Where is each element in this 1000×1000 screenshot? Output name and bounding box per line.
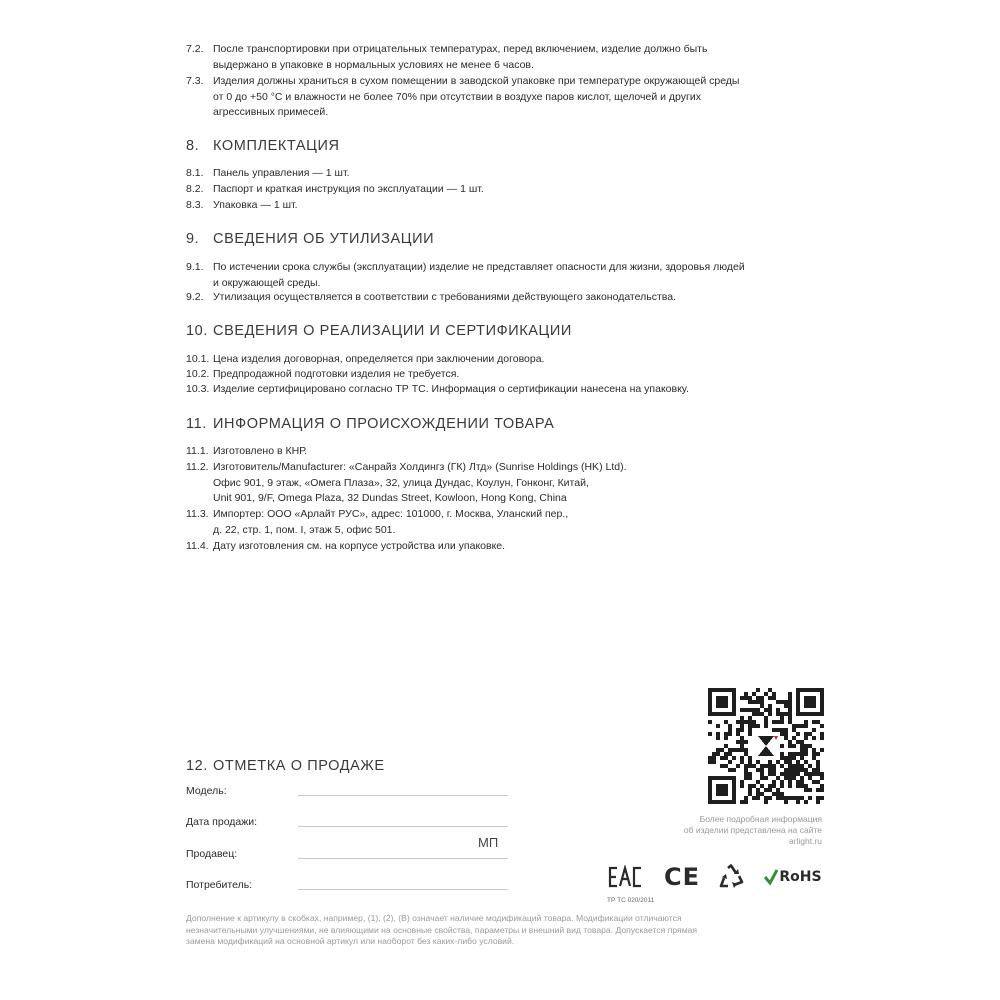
footnote-line: замена модификаций на основной артикул или наоборот без каких-либо условий. xyxy=(186,936,515,946)
heading-number: 9. xyxy=(186,231,200,247)
recycle-icon xyxy=(714,862,748,892)
item-number: 8.2. xyxy=(186,183,204,195)
item-text-line: от 0 до +50 °C и влажности не более 70% при отсутствии в воздухе паров кислот, щелочей и других xyxy=(213,90,701,103)
item-number: 10.1. xyxy=(186,353,210,365)
item-number: 7.3. xyxy=(186,75,204,87)
qr-code-graphic xyxy=(708,688,824,804)
heading-number: 8. xyxy=(186,138,200,154)
more-info-note xyxy=(640,814,822,847)
model-field-label: Модель: xyxy=(186,785,227,797)
item-text-line: Дату изготовления см. на корпусе устройства или упаковке. xyxy=(213,540,506,552)
item-number: 10.2. xyxy=(186,368,210,380)
item-text-line: Офис 901, 9 этаж, «Омега Плаза», 32, улица Дундас, Коулун, Гонконг, Китай, xyxy=(213,476,589,489)
footnote-line: Дополнение к артикулу в скобках, например, (1), (2), (B) означает наличие модификаций товара. Модификации отличаются xyxy=(186,913,682,923)
rohs-mark-icon xyxy=(762,862,824,892)
item-number: 7.2. xyxy=(186,43,204,55)
item-text-line: После транспортировки при отрицательных температурах, перед включением, изделие должно быть xyxy=(213,43,708,55)
ce-mark-icon xyxy=(660,862,704,892)
item-text-line: Панель управления — 1 шт. xyxy=(213,167,350,179)
item-text-line: Упаковка — 1 шт. xyxy=(213,199,298,211)
modification-footnote xyxy=(186,913,822,948)
more-info-link[interactable]: arlight.ru xyxy=(788,836,822,846)
section-heading-10 xyxy=(186,323,572,339)
item-text-line: Утилизация осуществляется в соответствии с требованиями действующего законодательства. xyxy=(213,291,676,303)
section-heading-11 xyxy=(186,416,554,432)
item-text-line: Импортер: ООО «Арлайт РУС», адрес: 101000, г. Москва, Уланский пер., xyxy=(213,508,569,520)
heading-title: КОМПЛЕКТАЦИЯ xyxy=(213,138,340,154)
check-icon xyxy=(764,868,778,886)
ce-mark-text: CE xyxy=(663,863,700,891)
heading-number: 11. xyxy=(186,416,207,432)
item-text-line: Предпродажной подготовки изделия не требуется. xyxy=(213,368,460,380)
section-heading-8 xyxy=(186,138,340,154)
item-text-line: Цена изделия договорная, определяется при заключении договора. xyxy=(213,353,545,365)
item-number: 11.2. xyxy=(186,461,209,473)
item-text-line: Изделия должны храниться в сухом помещении в заводской упаковке при температуре окружающей среды xyxy=(213,75,740,87)
sale-date-field[interactable] xyxy=(298,826,508,827)
stamp-placeholder: МП xyxy=(478,835,499,850)
heading-number: 12. xyxy=(186,758,208,774)
qr-code-icon[interactable] xyxy=(708,688,824,804)
item-text-line: Изготовитель/Manufacturer: «Санрайз Холдингз (ГК) Лтд» (Sunrise Holdings (HK) Ltd). xyxy=(213,461,627,473)
heading-number: 10. xyxy=(186,323,208,339)
heading-title: СВЕДЕНИЯ ОБ УТИЛИЗАЦИИ xyxy=(213,231,435,247)
eac-mark-graphic xyxy=(608,865,644,889)
item-text-line: Паспорт и краткая инструкция по эксплуатации — 1 шт. xyxy=(213,183,484,195)
section-heading-9 xyxy=(186,231,434,247)
item-number: 10.3. xyxy=(186,383,210,395)
item-text-line: По истечении срока службы (эксплуатации) изделие не представляет опасности для жизни, здоровья людей xyxy=(213,261,745,273)
item-text-line: Unit 901, 9/F, Omega Plaza, 32 Dundas Street, Kowloon, Hong Kong, China xyxy=(213,492,567,504)
item-number: 9.2. xyxy=(186,291,204,303)
footnote-line: незначительными улучшениями, не влияющими на основные свойства, параметры и внешний вид товара. Допускается прямая xyxy=(186,924,698,935)
section-heading-12 xyxy=(186,758,385,774)
heading-title: ИНФОРМАЦИЯ О ПРОИСХОЖДЕНИИ ТОВАРА xyxy=(213,416,555,432)
item-text-line: Изготовлено в КНР. xyxy=(213,445,308,457)
rohs-mark-text: RoHS xyxy=(779,869,822,885)
item-number: 11.1. xyxy=(186,445,209,457)
item-number: 8.3. xyxy=(186,199,204,211)
consumer-field-label: Потребитель: xyxy=(186,879,253,891)
more-info-line: Более подробная информация xyxy=(699,814,822,824)
item-text-line: агрессивных примесей. xyxy=(213,106,329,118)
heading-title: ОТМЕТКА О ПРОДАЖЕ xyxy=(213,758,385,774)
item-number: 9.1. xyxy=(186,261,204,273)
recycle-graphic xyxy=(717,863,745,891)
item-text-line: выдержано в упаковке в нормальных условиях не менее 6 часов. xyxy=(213,58,534,71)
consumer-field[interactable] xyxy=(298,889,508,890)
item-number: 11.3. xyxy=(186,508,209,520)
item-text-line: и окружающей среды. xyxy=(213,276,321,289)
item-text-line: Изделие сертифицировано согласно ТР ТС. Информация о сертификации нанесена на упаковку. xyxy=(213,383,689,395)
item-number: 11.4. xyxy=(186,540,209,552)
item-text-line: д. 22, стр. 1, пом. I, этаж 5, офис 501. xyxy=(213,523,396,536)
model-field[interactable] xyxy=(298,795,508,796)
certification-marks xyxy=(606,862,828,902)
seller-field[interactable] xyxy=(298,858,508,859)
tr-ts-label: ТР ТС 020/2011 xyxy=(607,897,655,904)
eac-mark-icon xyxy=(606,862,646,892)
sale-date-field-label: Дата продажи: xyxy=(186,816,258,828)
item-number: 8.1. xyxy=(186,167,204,179)
seller-field-label: Продавец: xyxy=(186,848,238,860)
heading-title: СВЕДЕНИЯ О РЕАЛИЗАЦИИ И СЕРТИФИКАЦИИ xyxy=(213,323,572,339)
more-info-line: об изделии представлена на сайте xyxy=(683,825,822,835)
